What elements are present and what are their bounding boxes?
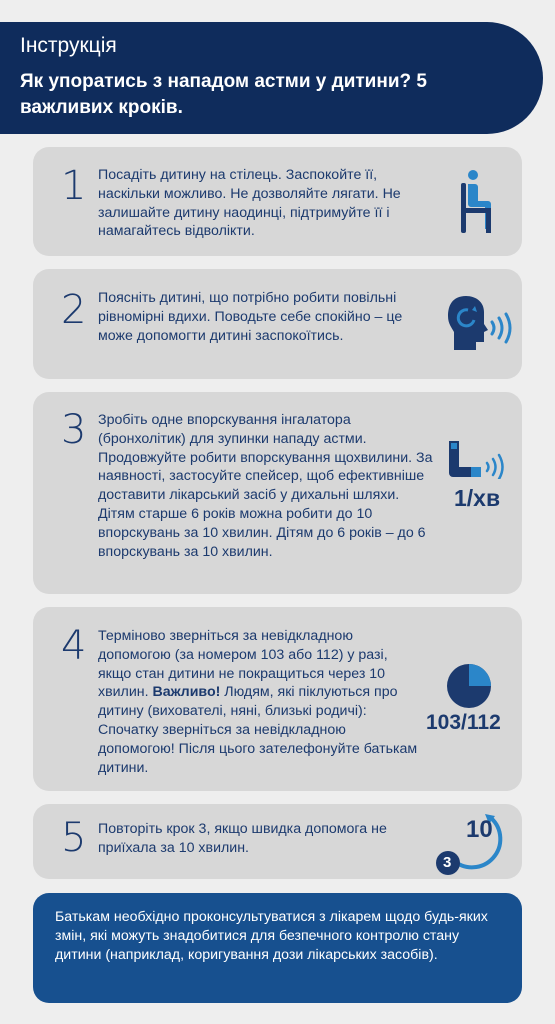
step-number: 4 (61, 623, 87, 669)
step-text (98, 627, 418, 777)
timer-minutes-label: 10 (466, 816, 493, 843)
inhaler-rate-label: 1/хв (454, 485, 501, 511)
step-text-part: Людям, які піклуються про дитину (вихователі, няні, близькі родичі): Спочатку зверніться за невідкладною допомогою! Після цього зателефонуйте батькам дитини. (98, 684, 418, 776)
repeat-step-badge: 3 (443, 854, 452, 871)
important-label: Важливо! (152, 684, 221, 701)
header-kicker: Інструкція (20, 34, 117, 57)
step-text: Зробіть одне впорскування інгалатора (бронхолітик) для зупинки нападу астми. Продовжуйте робити впорскування щохвилини. За наявності, застосуйте спейсер, щоб ефективніше доставити лікарський засіб у дихальні шляхи. Дітям старше 6 років можна робити до 10 впорскувань за 10 хвилин. Дітям до 6 років – до 6 впорскувань за 10 хвилин. (98, 412, 433, 560)
step-text-part: Терміново зверніться за невідкладною допомогою (за номером 103 або 112) у разі, якщо стан дитини не покращиться через 10 хвилин. (98, 628, 388, 701)
step-number: 5 (61, 815, 87, 861)
seated-person-icon (458, 169, 498, 235)
step-text: Повторіть крок 3, якщо швидка допомога не приїхала за 10 хвилин. (98, 821, 387, 856)
step-number: 1 (61, 163, 87, 209)
step-card-2 (33, 269, 522, 379)
step-card-1 (33, 147, 522, 256)
step-card-3 (33, 392, 522, 594)
footer-text: Батькам необхідно проконсультуватися з лікарем щодо будь-яких змін, які можуть знадобитися для безпечного контролю стану дитини (наприклад, коригування дози лікарських засобів). (55, 909, 488, 964)
step-text: Посадіть дитину на стілець. Заспокойте її, наскільки можливо. Не дозволяйте лягати. Не залишайте дитину наодинці, підтримуйте її і намагайтесь відволікти. (98, 167, 401, 240)
clock-pie-icon (446, 663, 492, 709)
header-banner (0, 22, 543, 134)
step-card-5 (33, 804, 522, 879)
emergency-numbers-label: 103/112 (426, 711, 501, 734)
step-number: 3 (61, 407, 87, 453)
footer-note (33, 893, 522, 1003)
step-number: 2 (61, 287, 87, 333)
breathing-head-icon (446, 294, 516, 352)
step-text: Поясніть дитині, що потрібно робити повільні рівномірні вдихи. Поводьте себе спокійно – це може допомогти дитині заспокоїтись. (98, 290, 403, 344)
step-card-4 (33, 607, 522, 791)
page-title: Як упоратись з нападом астми у дитини? 5 важливих кроків. (20, 71, 427, 118)
inhaler-icon (443, 439, 507, 479)
